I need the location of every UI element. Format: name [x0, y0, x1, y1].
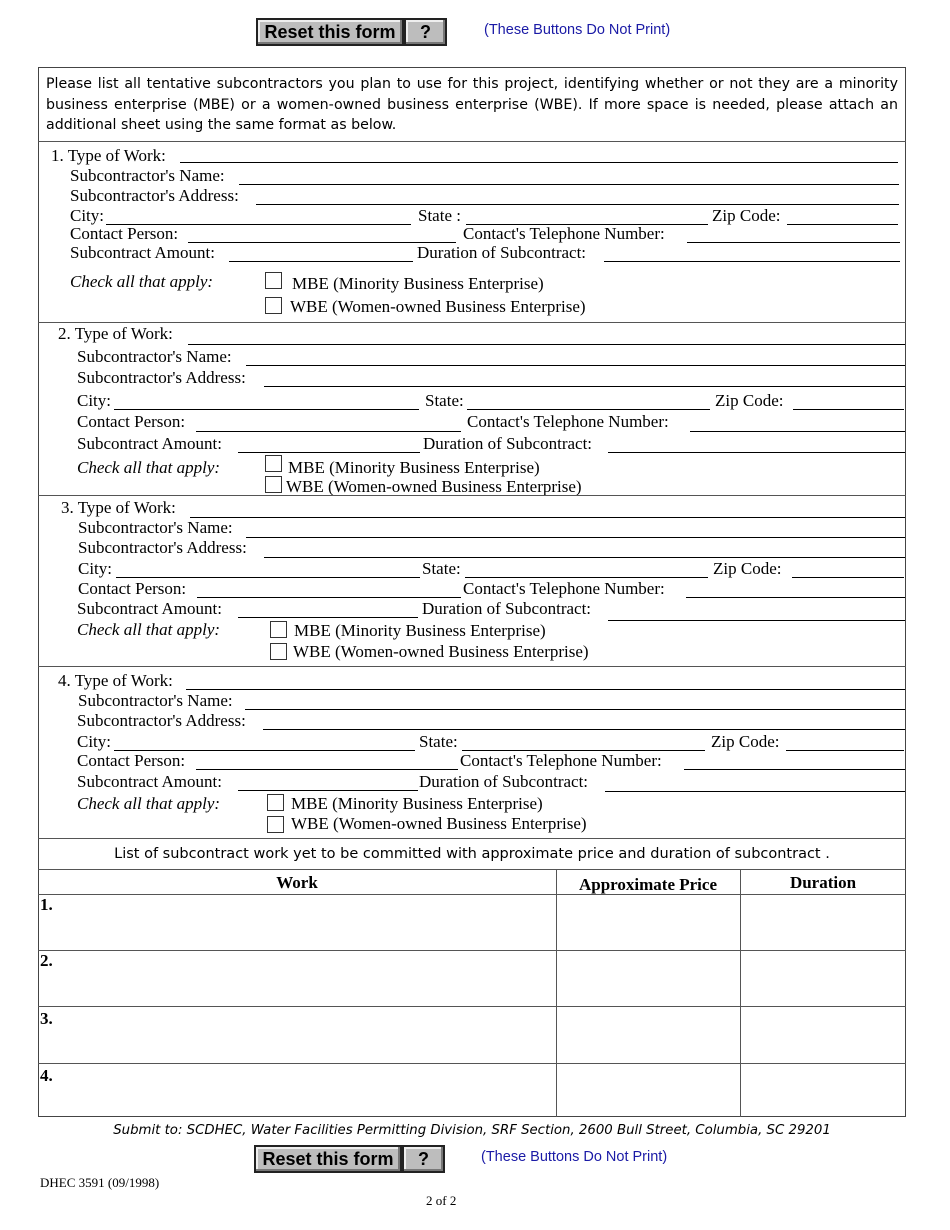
contact-label: Contact Person:: [77, 751, 186, 770]
duration-label: Duration of Subcontract:: [419, 772, 589, 791]
type-of-work-field[interactable]: [190, 517, 905, 518]
type-of-work-label: 3. Type of Work:: [61, 498, 176, 517]
zip-label: Zip Code:: [711, 732, 780, 751]
duration-field[interactable]: [605, 791, 905, 792]
contact-label: Contact Person:: [77, 412, 186, 431]
zip-field[interactable]: [787, 224, 898, 225]
check-all-label: Check all that apply:: [77, 620, 221, 639]
divider: [38, 666, 906, 667]
state-label: State:: [425, 391, 464, 410]
amount-field[interactable]: [238, 452, 420, 453]
table-row-border: [38, 1006, 906, 1007]
mbe-label: MBE (Minority Business Enterprise): [291, 794, 543, 813]
contact-field[interactable]: [197, 597, 461, 598]
type-of-work-field[interactable]: [186, 689, 905, 690]
zip-field[interactable]: [792, 577, 904, 578]
amount-field[interactable]: [238, 617, 418, 618]
amount-label: Subcontract Amount:: [77, 772, 222, 791]
phone-label: Contact's Telephone Number:: [463, 579, 665, 598]
mbe-checkbox[interactable]: [265, 455, 282, 472]
column-header-work: Work: [276, 873, 318, 892]
duration-field[interactable]: [604, 261, 900, 262]
type-of-work-field[interactable]: [180, 162, 898, 163]
city-label: City:: [70, 206, 105, 225]
wbe-checkbox[interactable]: [265, 297, 282, 314]
name-label: Subcontractor's Name:: [78, 518, 233, 537]
mbe-label: MBE (Minority Business Enterprise): [288, 458, 540, 477]
mbe-checkbox[interactable]: [265, 272, 282, 289]
mbe-checkbox[interactable]: [270, 621, 287, 638]
address-label: Subcontractor's Address:: [77, 711, 246, 730]
column-header-price: Approximate Price: [578, 875, 717, 894]
divider: [38, 838, 906, 839]
table-row-border: [38, 1063, 906, 1064]
address-label: Subcontractor's Address:: [77, 368, 246, 387]
column-divider: [740, 869, 741, 1117]
wbe-checkbox[interactable]: [270, 643, 287, 660]
phone-label: Contact's Telephone Number:: [463, 224, 665, 243]
wbe-label: WBE (Women-owned Business Enterprise): [290, 297, 586, 316]
row-number: 3.: [40, 1009, 53, 1028]
row-number: 2.: [40, 951, 53, 970]
zip-label: Zip Code:: [715, 391, 784, 410]
zip-field[interactable]: [786, 750, 904, 751]
reset-form-button[interactable]: Reset this form: [256, 18, 404, 46]
wbe-label: WBE (Women-owned Business Enterprise): [291, 814, 587, 833]
state-field[interactable]: [465, 577, 708, 578]
address-field[interactable]: [256, 204, 899, 205]
state-field[interactable]: [467, 409, 710, 410]
city-label: City:: [77, 732, 112, 751]
check-all-label: Check all that apply:: [70, 272, 214, 291]
name-field[interactable]: [245, 709, 905, 710]
wbe-label: WBE (Women-owned Business Enterprise): [293, 642, 589, 661]
table-row-border: [38, 950, 906, 951]
table-row-border: [38, 894, 906, 895]
address-field[interactable]: [264, 386, 905, 387]
phone-field[interactable]: [687, 242, 900, 243]
state-label: State:: [419, 732, 458, 751]
divider: [38, 869, 906, 870]
zip-field[interactable]: [793, 409, 904, 410]
mbe-checkbox[interactable]: [267, 794, 284, 811]
zip-label: Zip Code:: [712, 206, 781, 225]
submit-address: Submit to: SCDHEC, Water Facilities Permitting Division, SRF Section, 2600 Bull Street, Columbia, SC 29201: [113, 1123, 831, 1138]
phone-label: Contact's Telephone Number:: [460, 751, 662, 770]
name-field[interactable]: [246, 365, 905, 366]
reset-form-button[interactable]: Reset this form: [254, 1145, 402, 1173]
name-label: Subcontractor's Name:: [70, 166, 225, 185]
buttons-note: (These Buttons Do Not Print): [481, 1149, 668, 1165]
state-label: State :: [418, 206, 461, 225]
name-label: Subcontractor's Name:: [78, 691, 233, 710]
phone-label: Contact's Telephone Number:: [467, 412, 669, 431]
duration-field[interactable]: [608, 620, 905, 621]
wbe-label: WBE (Women-owned Business Enterprise): [286, 477, 582, 496]
contact-field[interactable]: [196, 431, 461, 432]
duration-label: Duration of Subcontract:: [423, 434, 593, 453]
form-id: DHEC 3591 (09/1998): [40, 1175, 160, 1190]
zip-label: Zip Code:: [713, 559, 782, 578]
address-field[interactable]: [263, 729, 905, 730]
city-label: City:: [77, 391, 112, 410]
amount-label: Subcontract Amount:: [70, 243, 215, 262]
duration-label: Duration of Subcontract:: [422, 599, 592, 618]
wbe-checkbox[interactable]: [265, 476, 282, 493]
intro-paragraph: Please list all tentative subcontractors you plan to use for this project, identifying whether or not they are a minority business enterprise (MBE) or a women-owned business enterprise (WBE). If more space is needed, please attach an additional sheet using the same format as below.: [46, 76, 898, 133]
buttons-note: (These Buttons Do Not Print): [484, 22, 671, 38]
phone-field[interactable]: [684, 769, 905, 770]
name-label: Subcontractor's Name:: [77, 347, 232, 366]
city-field[interactable]: [114, 409, 419, 410]
contact-label: Contact Person:: [78, 579, 187, 598]
city-field[interactable]: [116, 577, 420, 578]
state-label: State:: [422, 559, 461, 578]
contact-label: Contact Person:: [70, 224, 179, 243]
type-of-work-field[interactable]: [188, 344, 905, 345]
divider: [38, 495, 906, 496]
duration-label: Duration of Subcontract:: [417, 243, 587, 262]
column-divider: [556, 869, 557, 1117]
amount-field[interactable]: [229, 261, 413, 262]
help-button[interactable]: ?: [402, 1145, 445, 1173]
page-number: 2 of 2: [426, 1193, 457, 1208]
check-all-label: Check all that apply:: [77, 794, 221, 813]
divider: [38, 322, 906, 323]
city-label: City:: [78, 559, 113, 578]
amount-label: Subcontract Amount:: [77, 434, 222, 453]
row-number: 1.: [40, 895, 53, 914]
amount-label: Subcontract Amount:: [77, 599, 222, 618]
mbe-label: MBE (Minority Business Enterprise): [292, 274, 544, 293]
bottom-button-bar: [0, 1145, 950, 1175]
duration-field[interactable]: [608, 452, 905, 453]
amount-field[interactable]: [238, 790, 418, 791]
mbe-label: MBE (Minority Business Enterprise): [294, 621, 546, 640]
check-all-label: Check all that apply:: [77, 458, 221, 477]
wbe-checkbox[interactable]: [267, 816, 284, 833]
phone-field[interactable]: [686, 597, 905, 598]
column-header-duration: Duration: [789, 873, 857, 892]
address-label: Subcontractor's Address:: [78, 538, 247, 557]
help-button[interactable]: ?: [404, 18, 447, 46]
address-field[interactable]: [264, 557, 905, 558]
type-of-work-label: 2. Type of Work:: [58, 324, 173, 343]
divider: [38, 141, 906, 142]
contact-field[interactable]: [188, 242, 456, 243]
row-number: 4.: [40, 1066, 53, 1085]
type-of-work-label: 1. Type of Work:: [51, 146, 166, 165]
name-field[interactable]: [239, 184, 899, 185]
type-of-work-label: 4. Type of Work:: [58, 671, 173, 690]
top-button-bar: [0, 18, 950, 48]
table-caption: List of subcontract work yet to be committed with approximate price and duration of subcontract .: [114, 846, 830, 862]
contact-field[interactable]: [196, 769, 458, 770]
phone-field[interactable]: [690, 431, 905, 432]
address-label: Subcontractor's Address:: [70, 186, 239, 205]
name-field[interactable]: [246, 537, 905, 538]
